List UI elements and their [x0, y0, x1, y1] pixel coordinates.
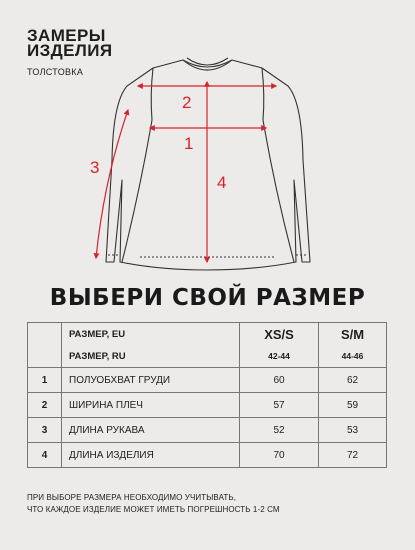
row-value-2: 62: [319, 368, 387, 393]
row-value-1: 70: [240, 443, 319, 468]
table-row: [28, 393, 387, 418]
row-value-2: 72: [319, 443, 387, 468]
measure-label-2: 2: [182, 93, 192, 112]
row-value-2: 59: [319, 393, 387, 418]
row-label: ДЛИНА ИЗДЕЛИЯ: [62, 443, 240, 468]
measure-label-1: 1: [184, 134, 194, 153]
table-header-row: [28, 323, 387, 346]
row-value-1: 57: [240, 393, 319, 418]
table-row: [28, 368, 387, 393]
row-number: 2: [28, 393, 62, 418]
row-label: ДЛИНА РУКАВА: [62, 418, 240, 443]
size-eu-label: РАЗМЕР, EU: [62, 323, 240, 346]
size-ru-2: 44-46: [319, 345, 387, 368]
size-headline: ВЫБЕРИ СВОЙ РАЗМЕР: [49, 285, 366, 311]
row-number: 3: [28, 418, 62, 443]
row-value-1: 52: [240, 418, 319, 443]
row-value-1: 60: [240, 368, 319, 393]
measure-label-3: 3: [90, 158, 100, 177]
note-line-2: ЧТО КАЖДОЕ ИЗДЕЛИЕ МОЖЕТ ИМЕТЬ ПОГРЕШНОСТЬ 1-2 СМ: [27, 505, 280, 514]
row-number: 4: [28, 443, 62, 468]
table-header-row: [28, 345, 387, 368]
size-table: [27, 322, 387, 468]
size-eu-2: S/M: [319, 323, 387, 346]
product-type: ТОЛСТОВКА: [27, 67, 84, 77]
size-ru-label: РАЗМЕР, RU: [62, 345, 240, 368]
title-line-2: ИЗДЕЛИЯ: [27, 41, 113, 60]
table-row: [28, 443, 387, 468]
measure-label-4: 4: [217, 173, 227, 192]
size-eu-1: XS/S: [240, 323, 319, 346]
row-label: ПОЛУОБХВАТ ГРУДИ: [62, 368, 240, 393]
row-number: 1: [28, 368, 62, 393]
row-value-2: 53: [319, 418, 387, 443]
disclaimer-note: [27, 492, 280, 516]
title-line-1: ЗАМЕРЫ: [27, 26, 106, 45]
row-label: ШИРИНА ПЛЕЧ: [62, 393, 240, 418]
table-row: [28, 418, 387, 443]
note-line-1: ПРИ ВЫБОРЕ РАЗМЕРА НЕОБХОДИМО УЧИТЫВАТЬ,: [27, 493, 237, 502]
size-ru-1: 42-44: [240, 345, 319, 368]
